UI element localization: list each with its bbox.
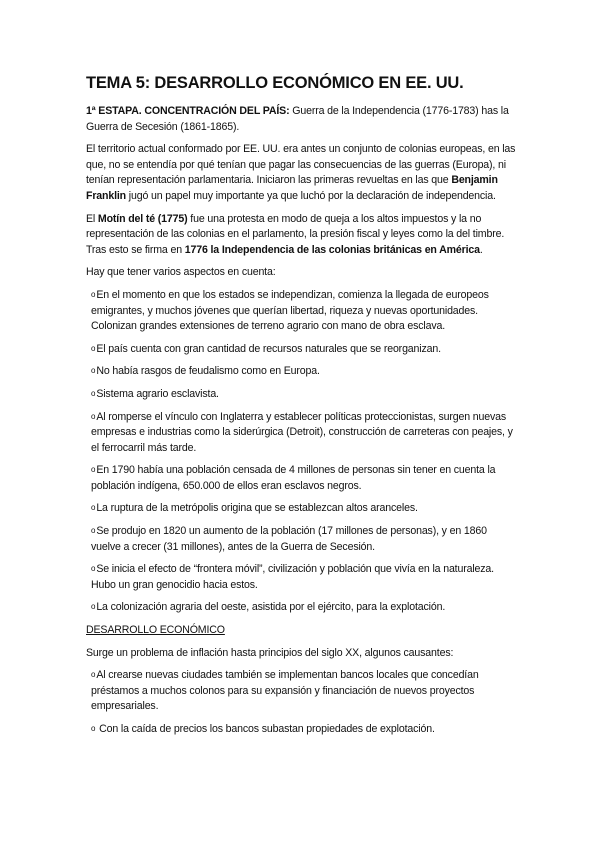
bullet-icon: o	[91, 670, 96, 680]
list-item	[86, 524, 516, 555]
page-title: TEMA 5: DESARROLLO ECONÓMICO EN EE. UU.	[86, 74, 464, 92]
motin-paragraph	[86, 212, 516, 259]
territory-text-a: El territorio actual conformado por EE. UU. era antes un conjunto de colonias europeas, en las que, no se entendía por qué tenían que pagar las consecuencias de las guerras (Europa), ni tenían representación parlamentaria. Iniciaron las primeras revueltas en las que	[86, 143, 516, 187]
bullet-icon: o	[91, 388, 96, 398]
document-page	[86, 74, 516, 745]
bullet-icon: o	[91, 411, 96, 421]
list-item	[86, 364, 516, 380]
list-item	[86, 342, 516, 358]
list-item	[86, 288, 516, 335]
territory-paragraph	[86, 142, 516, 204]
list-item-text: Se produjo en 1820 un aumento de la población (17 millones de personas), y en 1860 vuelve a crecer (31 millones), antes de la Guerra de Secesión.	[91, 525, 487, 553]
territory-bold: Benjamin Franklin	[86, 174, 498, 202]
stage1-paragraph	[86, 104, 516, 135]
motin-bold-1: Motín del té (1775)	[97, 212, 188, 225]
stage1-text: Guerra de la Independencia (1776-1783) has la Guerra de Secesión (1861-1865).	[86, 105, 509, 133]
list-item-text: En 1790 había una población censada de 4 millones de personas sin tener en cuenta la población indígena, 650.000 de ellos eran esclavos negros.	[91, 464, 496, 492]
list-item-text: Con la caída de precios los bancos subastan propiedades de explotación.	[99, 723, 435, 735]
bullet-icon: o	[91, 503, 96, 513]
list-item	[86, 722, 516, 738]
list-item	[86, 562, 516, 593]
list-item-text: Al romperse el vínculo con Inglaterra y establecer políticas proteccionistas, surgen nuevas empresas e industrias como la siderúrgica (Detroit), construcción de carreteras con peajes, y el ferrocarril más tarde.	[91, 410, 513, 454]
list-item-text: La colonización agraria del oeste, asistida por el ejército, para la explotación.	[96, 601, 446, 614]
list-item-text: Se inicia el efecto de “frontera móvil”, civilización y población que vivía en la naturaleza. Hubo un gran genocidio hacia estos.	[91, 563, 494, 591]
bullet-icon: o	[91, 366, 96, 376]
list-item-text: La ruptura de la metrópolis origina que se establezcan altos aranceles.	[96, 502, 418, 515]
section-heading: DESARROLLO ECONÓMICO	[86, 624, 225, 637]
stage1-heading: 1ª ESTAPA. CONCENTRACIÓN DEL PAÍS:	[86, 105, 290, 117]
list-item	[86, 387, 516, 403]
list-item-text: En el momento en que los estados se independizan, comienza la llegada de europeos emigrantes, y muchos jóvenes que querían libertad, riqueza y nuevas oportunidades. Colonizan grandes extensiones de terreno agrario con mano de obra esclava.	[91, 288, 489, 333]
bullet-icon: o	[91, 564, 96, 574]
list-item	[86, 600, 516, 616]
bullet-icon: o	[91, 289, 96, 299]
list-item-text: El país cuenta con gran cantidad de recursos naturales que se reorganizan.	[96, 342, 441, 355]
list-item-text: No había rasgos de feudalismo como en Europa.	[96, 365, 320, 378]
bullet-icon: o	[91, 724, 96, 733]
motin-text-c: .	[479, 243, 483, 256]
motin-text-a: El	[86, 212, 98, 225]
list-item-text: Sistema agrario esclavista.	[96, 387, 219, 400]
bullet-icon: o	[91, 465, 96, 475]
bullet-icon: o	[91, 526, 96, 536]
list-item	[86, 463, 516, 494]
motin-bold-2: 1776 la Independencia de las colonias británicas en América	[184, 243, 480, 256]
aspects-intro: Hay que tener varios aspectos en cuenta:	[86, 266, 276, 279]
list-item	[86, 668, 516, 715]
territory-text-b: jugó un papel muy importante ya que luchó por la declaración de independencia.	[126, 189, 496, 202]
list-item	[86, 410, 516, 457]
list-item-text: Al crearse nuevas ciudades también se implementan bancos locales que concedían préstamos a muchos colonos para su expansión y financiación de nuevos proyectos empresariales.	[91, 669, 479, 713]
bullet-icon: o	[91, 602, 96, 612]
bullet-icon: o	[91, 343, 96, 353]
list-item	[86, 501, 516, 517]
motin-text-b: fue una protesta en modo de queja a los altos impuestos y la no representación de las colonias en el parlamento, la presión fiscal y leyes como la del timbre. Tras esto se firma en	[86, 212, 505, 256]
section-intro: Surge un problema de inflación hasta principios del siglo XX, algunos causantes:	[86, 646, 454, 659]
